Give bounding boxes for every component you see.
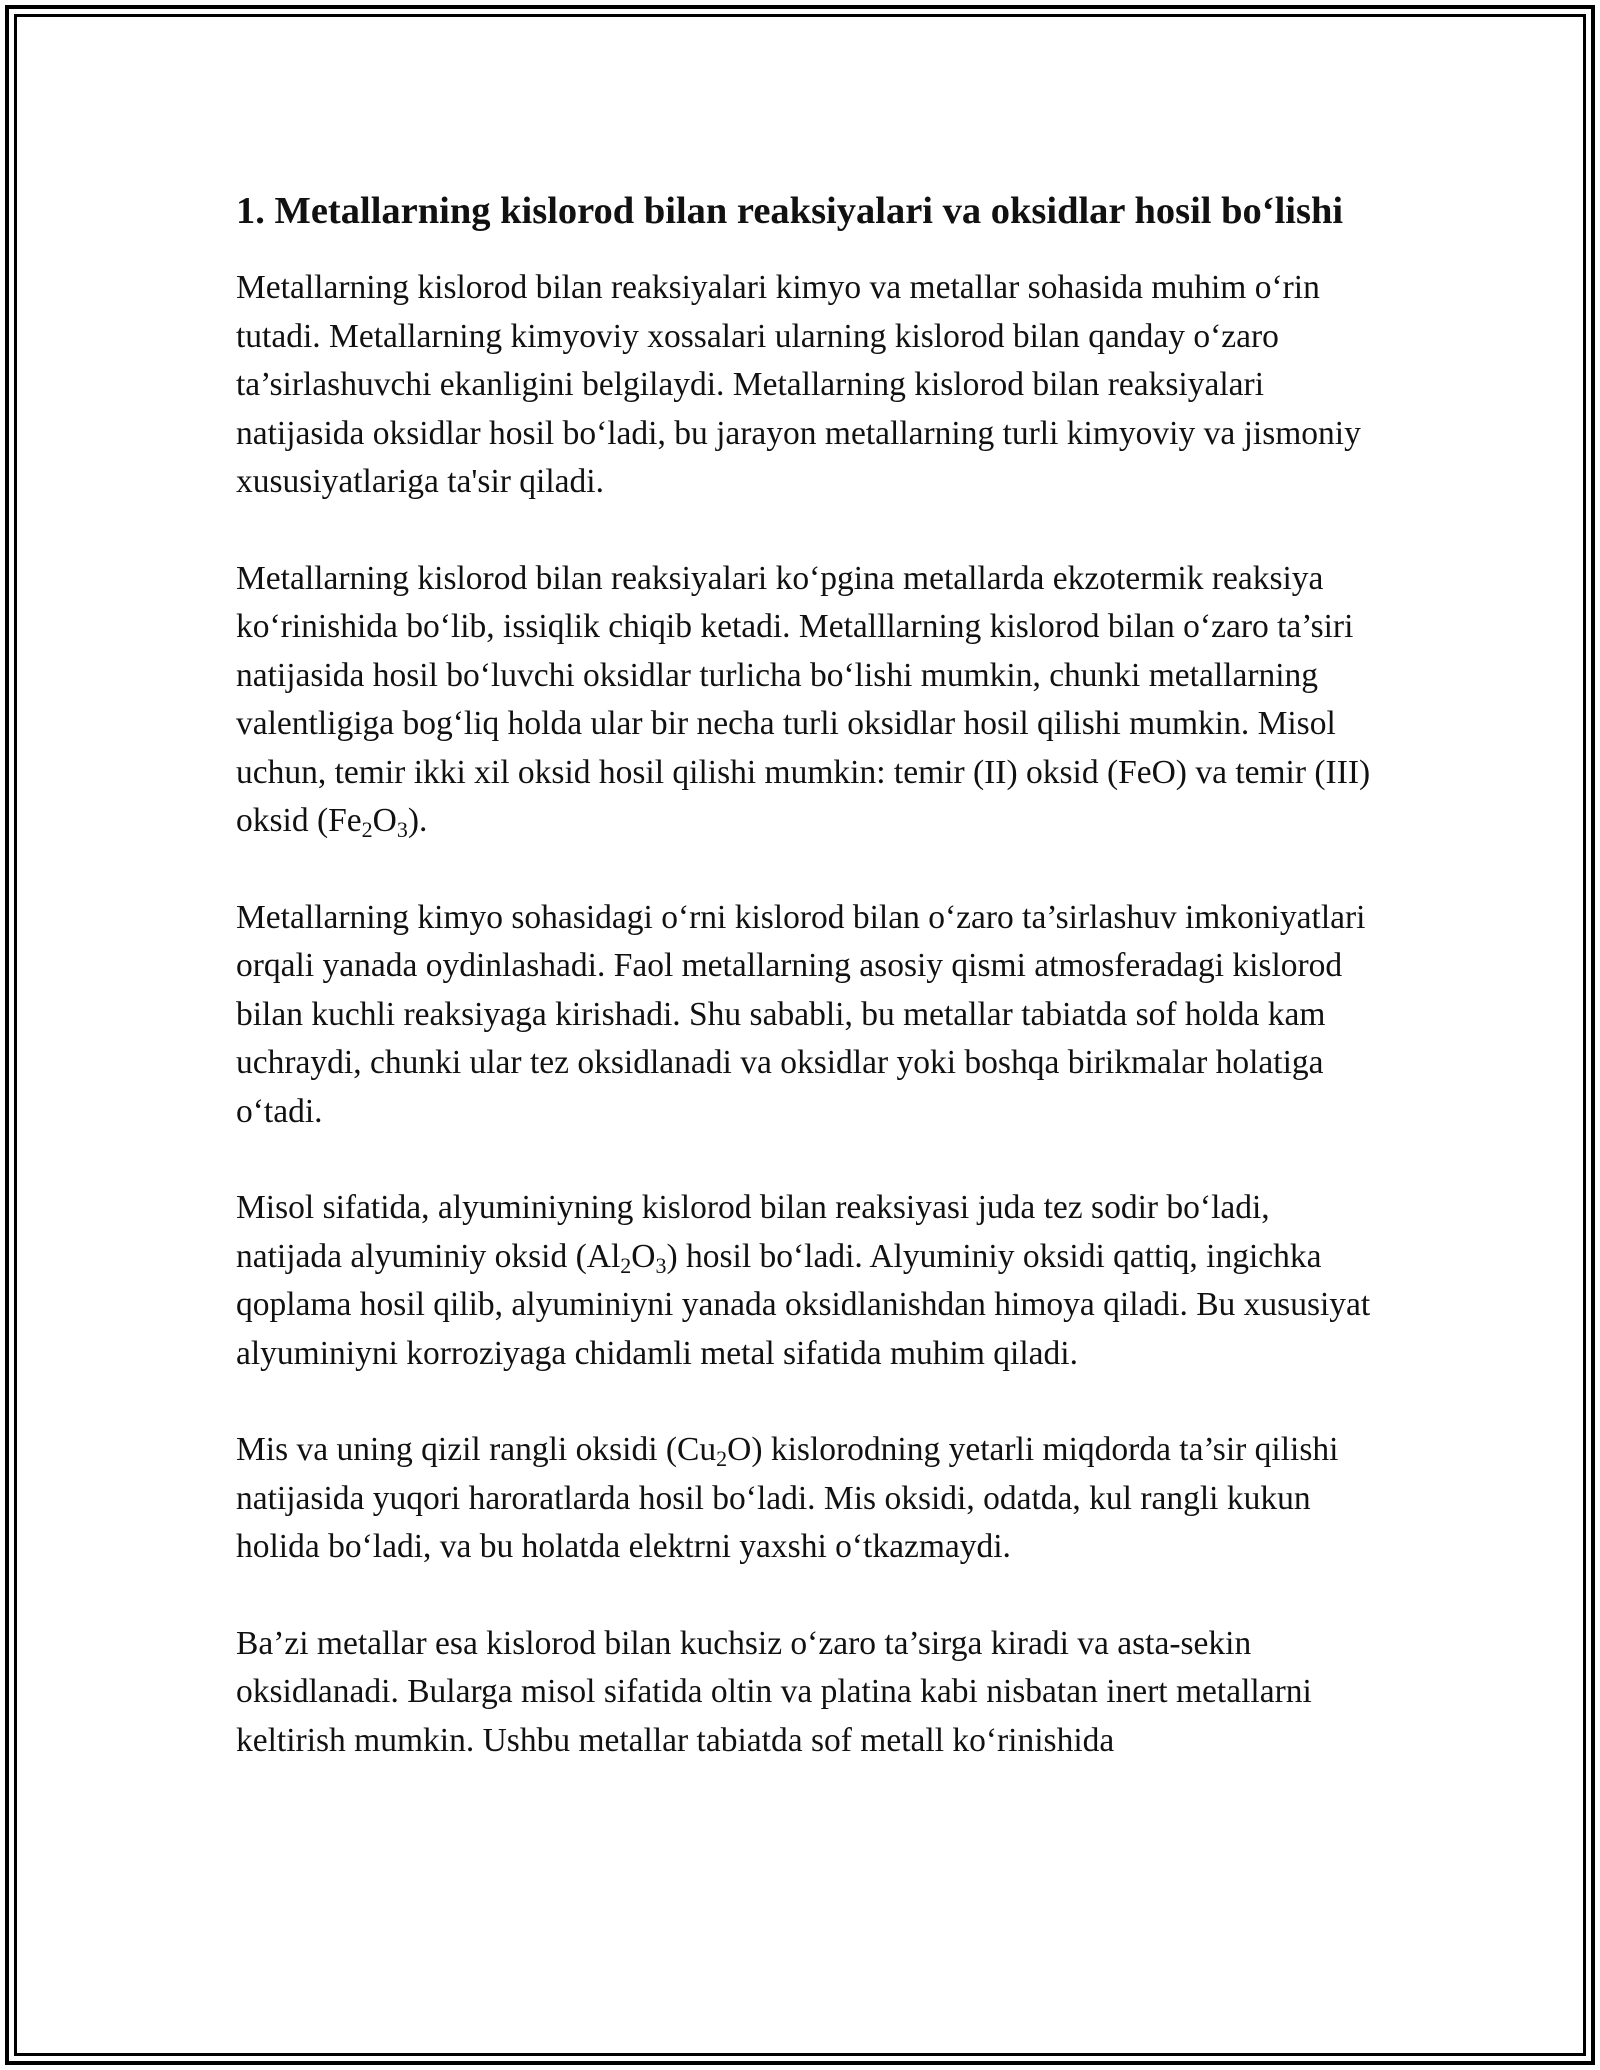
paragraph-text: Metallarning kislorod bilan reaksiyalari kimyo va metallar sohasida muhim o‘rin tutadi. Metallarning kimyoviy xossalari ularning kislorod bilan qanday o‘zaro ta’sirlashuvchi ekanligini belgilaydi. Metallarning kislorod bilan reaksiyalari natijasida oksidlar hosil bo‘ladi, bu jarayon metallarning turli kimyoviy va jismoniy xususiyatlariga ta'sir qiladi. [236,269,1361,500]
paragraph-5 [236,1426,1376,1572]
paragraph-1 [236,264,1376,507]
paragraph-text: ) hosil bo‘ladi. Alyuminiy oksidi qattiq, ingichka qoplama hosil qilib, alyuminiyni yanada oksidlanishdan himoya qiladi. Bu xususiyat alyuminiyni korroziyaga chidamli metal sifatida muhim qiladi. [236,1237,1371,1372]
paragraph-text: Metallarning kislorod bilan reaksiyalari ko‘pgina metallarda ekzotermik reaksiya ko‘rinishida bo‘lib, issiqlik chiqib ketadi. Metalllarning kislorod bilan o‘zaro ta’siri natijasida hosil bo‘luvchi oksidlar turlicha bo‘lishi mumkin, chunki metallarning valentligiga bog‘liq holda ular bir necha turli oksidlar hosil qilishi mumkin. Misol uchun, temir ikki xil oksid hosil qilishi mumkin: temir (II) oksid (FeO) va temir (III) oksid (Fe [236,559,1371,839]
paragraph-4 [236,1184,1376,1378]
paragraph-text: ). [407,802,428,839]
paragraph-text: O [631,1237,656,1275]
subscript: 3 [655,1252,667,1278]
section-title: 1. Metallarning kislorod bilan reaksiyalari va oksidlar hosil bo‘lishi [236,190,1344,232]
paragraph-3 [236,894,1376,1137]
subscript: 3 [396,817,408,842]
paragraph-text: Mis va uning qizil rangli oksidi (Cu [236,1431,717,1468]
paragraph-text: Metallarning kimyo sohasidagi o‘rni kislorod bilan o‘zaro ta’sirlashuv imkoniyatlari orqali yanada oydinlashadi. Faol metallarning asosiy qismi atmosferadagi kislorod bilan kuchli reaksiyaga kirishadi. Shu sababli, bu metallar tabiatda sof holda kam uchraydi, chunki ular tez oksidlanadi va oksidlar yoki boshqa birikmalar holatiga o‘tadi. [236,898,1366,1130]
paragraph-text: Misol sifatida, alyuminiyning kislorod bilan reaksiyasi juda tez sodir bo‘ladi, natijada alyuminiy oksid (Al [236,1189,1270,1275]
paragraph-2 [236,555,1376,846]
paragraph-text: Ba’zi metallar esa kislorod bilan kuchsiz o‘zaro ta’sirga kiradi va asta-sekin oksidlanadi. Bularga misol sifatida oltin va platina kabi nisbatan inert metallarni keltirish mumkin. Ushbu metallar tabiatda sof metall ko‘rinishida [236,1624,1312,1759]
subscript: 2 [716,1446,728,1471]
subscript: 2 [361,817,373,842]
paragraph-6 [236,1620,1376,1766]
document-body [236,184,1376,1813]
subscript: 2 [620,1252,632,1278]
paragraph-text: O) kislorodning yetarli miqdorda ta’sir qilishi natijasida yuqori haroratlarda hosil bo‘ladi. Mis oksidi, odatda, kul rangli kukun holida bo‘ladi, va bu holatda elektrni yaxshi o‘tkazmaydi. [236,1431,1339,1565]
paragraph-text: O [372,802,397,839]
